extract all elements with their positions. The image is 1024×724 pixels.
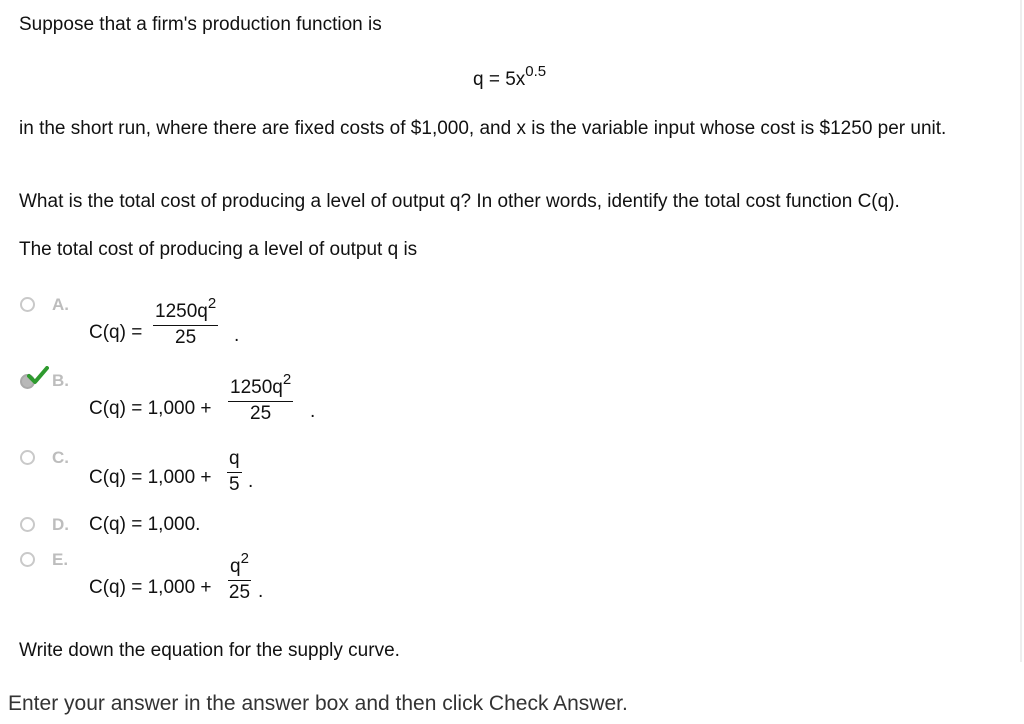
- option-c-prefix: C(q) = 1,000 +: [89, 467, 212, 488]
- production-function-exponent: 0.5: [525, 63, 547, 80]
- option-a-prefix: C(q) =: [89, 322, 143, 343]
- radio-option-a[interactable]: [20, 297, 35, 312]
- radio-option-c[interactable]: [20, 450, 35, 465]
- option-a-fraction: [153, 295, 218, 350]
- option-e-denominator: 25: [228, 582, 251, 603]
- question-intro: Suppose that a firm's production function is: [19, 14, 382, 35]
- option-b-prefix: C(q) = 1,000 +: [89, 398, 212, 419]
- option-a-period: .: [234, 325, 240, 346]
- right-divider: [1020, 0, 1022, 662]
- option-e-period: .: [258, 581, 264, 602]
- question-lead: The total cost of producing a level of output q is: [19, 239, 418, 260]
- option-b-denominator: 25: [250, 403, 272, 424]
- instruction-footer: Enter your answer in the answer box and then click Check Answer.: [8, 692, 628, 715]
- question-context: in the short run, where there are fixed costs of $1,000, and x is the variable input whose cost is $1250 per unit.: [19, 118, 947, 139]
- option-a-denominator: 25: [175, 327, 197, 348]
- option-e-fraction: [228, 550, 251, 605]
- option-d-letter: D.: [52, 515, 69, 534]
- option-b-numerator: 1250q: [230, 377, 283, 398]
- option-a-numerator: 1250q: [155, 301, 208, 322]
- option-e-exponent: 2: [240, 550, 249, 567]
- option-b-exponent: 2: [282, 371, 292, 388]
- option-a-letter: A.: [52, 295, 69, 314]
- option-a-exponent: 2: [207, 295, 217, 312]
- production-function: [473, 63, 547, 93]
- production-function-base: q = 5x: [473, 69, 526, 90]
- radio-option-d[interactable]: [20, 517, 35, 532]
- option-e-numerator: q: [230, 556, 241, 577]
- option-e-letter: E.: [52, 550, 69, 569]
- option-c-fraction: [227, 448, 242, 497]
- option-c-denominator: 5: [229, 474, 240, 495]
- option-b-fraction: [228, 371, 293, 426]
- check-mark-icon: [27, 366, 49, 386]
- question-prompt: What is the total cost of producing a level of output q? In other words, identify the total cost function C(q).: [19, 191, 900, 212]
- option-c-numerator: q: [229, 448, 240, 469]
- option-c-letter: C.: [52, 448, 69, 467]
- followup-question: Write down the equation for the supply curve.: [19, 640, 400, 661]
- option-e-prefix: C(q) = 1,000 +: [89, 577, 212, 598]
- option-b-letter: B.: [52, 371, 69, 390]
- option-d-text: C(q) = 1,000.: [89, 514, 201, 535]
- option-b-period: .: [310, 401, 316, 422]
- option-c-period: .: [248, 471, 254, 492]
- radio-option-e[interactable]: [20, 552, 35, 567]
